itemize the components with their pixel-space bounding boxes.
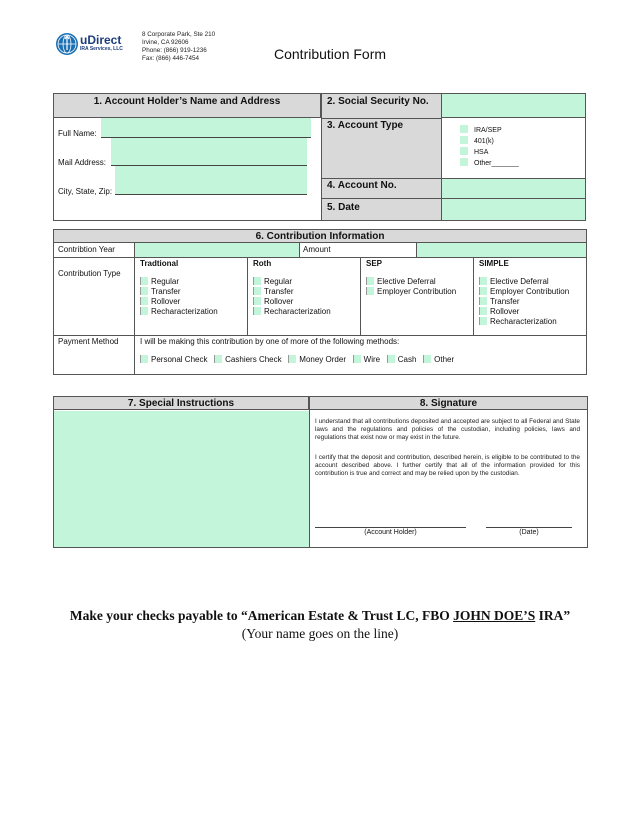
date-field[interactable] [442, 199, 585, 220]
simple-employer-contribution[interactable]: Employer Contribution [479, 287, 569, 297]
checkbox[interactable] [253, 277, 261, 285]
checkbox[interactable] [479, 317, 487, 325]
special-instructions-field[interactable] [54, 411, 309, 547]
amount-label: Amount [303, 245, 331, 254]
payment-money-order[interactable]: Money Order [288, 355, 346, 364]
traditional-regular[interactable]: Regular [140, 277, 218, 287]
section5-title: 5. Date [327, 202, 360, 213]
checkbox[interactable] [253, 287, 261, 295]
account-holder-label: (Account Holder) [364, 529, 417, 536]
checkbox[interactable] [479, 297, 487, 305]
account-type-ira-sep[interactable]: IRA/SEP [460, 125, 519, 136]
logo-brand: uDirect [80, 33, 122, 47]
checkbox[interactable] [423, 355, 431, 363]
mail-address-field[interactable] [111, 138, 307, 166]
traditional-transfer[interactable]: Transfer [140, 287, 218, 297]
divider-78 [309, 397, 310, 547]
account-type-401k[interactable]: 401(k) [460, 136, 519, 147]
checkbox[interactable] [479, 277, 487, 285]
roth-rollover[interactable]: Rollover [253, 297, 331, 307]
sep-elective-deferral[interactable]: Elective Deferral [366, 277, 456, 287]
roth-regular[interactable]: Regular [253, 277, 331, 287]
checkbox[interactable] [460, 147, 468, 155]
simple-elective-deferral[interactable]: Elective Deferral [479, 277, 569, 287]
fax-number: Fax: (866) 446-7454 [142, 55, 200, 62]
city-state-zip-field[interactable] [115, 166, 307, 195]
checkbox[interactable] [253, 307, 261, 315]
divider-amount [299, 243, 300, 257]
checkbox[interactable] [140, 287, 148, 295]
company-address [142, 31, 215, 63]
checkbox[interactable] [387, 355, 395, 363]
section3-title: 3. Account Type [327, 120, 404, 131]
account-type-options [460, 125, 519, 169]
payment-cash[interactable]: Cash [387, 355, 417, 364]
agreement-paragraph: I understand that all contributions deposited and accepted are subject to all Federal and State laws and the regulations and policies of the custodian, including policies, laws and regulations that exist now or may exist in the future. [315, 418, 580, 441]
payment-method-label: Payment Method [58, 337, 119, 346]
account-type-hsa[interactable]: HSA [460, 147, 519, 158]
sep-employer-contribution[interactable]: Employer Contribution [366, 287, 456, 297]
checkbox[interactable] [253, 297, 261, 305]
payment-options [140, 355, 454, 365]
checkbox[interactable] [460, 125, 468, 133]
date-signature-line[interactable] [486, 527, 572, 528]
section7-title: 7. Special Instructions [54, 397, 309, 410]
checkbox[interactable] [140, 355, 148, 363]
ssn-field[interactable] [441, 94, 585, 118]
divider-col2 [247, 258, 248, 335]
section2-title: 2. Social Security No. [327, 96, 429, 107]
sep-header: SEP [366, 259, 383, 268]
divider-type-row [54, 257, 586, 258]
section6-title: 6. Contribution Information [54, 230, 586, 243]
traditional-column [140, 259, 218, 317]
contribution-year-label: Contribtion Year [58, 245, 115, 254]
payment-wire[interactable]: Wire [353, 355, 380, 364]
simple-header: SIMPLE [479, 259, 509, 268]
simple-rollover[interactable]: Rollover [479, 307, 569, 317]
roth-transfer[interactable]: Transfer [253, 287, 331, 297]
divider-col4 [473, 258, 474, 335]
simple-recharacterization[interactable]: Recharacterization [479, 317, 569, 327]
traditional-recharacterization[interactable]: Recharacterization [140, 307, 218, 317]
company-logo [56, 33, 134, 59]
divider-label-col [134, 243, 135, 374]
simple-column [479, 259, 569, 327]
city-state-zip-label: City, State, Zip: [58, 187, 113, 196]
full-name-field[interactable] [101, 118, 311, 138]
divider-payment-row [54, 335, 586, 336]
checkbox[interactable] [140, 297, 148, 305]
payment-cashiers-check[interactable]: Cashiers Check [214, 355, 281, 364]
address-line2: Irvine, CA 92606 [142, 39, 189, 46]
checkbox[interactable] [353, 355, 361, 363]
form-title: Contribution Form [274, 46, 387, 62]
globe-icon [56, 33, 78, 55]
certification-paragraph: I certify that the deposit and contribution, described herein, is eligible to be contributed to the account described above. I further certify that all of the information provided for this contribution is true and correct and may be relied upon by the custodian. [315, 454, 580, 477]
payable-note: (Your name goes on the line) [241, 626, 399, 641]
roth-header: Roth [253, 259, 272, 268]
roth-recharacterization[interactable]: Recharacterization [253, 307, 331, 317]
divider-col3 [360, 258, 361, 335]
checkbox[interactable] [460, 136, 468, 144]
checkbox[interactable] [140, 277, 148, 285]
phone-number: Phone: (866) 919-1236 [142, 47, 207, 54]
roth-column [253, 259, 331, 317]
address-line1: 8 Corporate Park, Ste 210 [142, 31, 216, 38]
account-holder-signature-line[interactable] [315, 527, 466, 528]
traditional-rollover[interactable]: Rollover [140, 297, 218, 307]
traditional-header: Tradtional [140, 259, 179, 268]
checkbox[interactable] [479, 307, 487, 315]
checkbox[interactable] [479, 287, 487, 295]
checkbox[interactable] [460, 158, 468, 166]
checkbox[interactable] [366, 277, 374, 285]
contribution-year-field[interactable] [135, 243, 299, 257]
payee-name: JOHN DOE’S [453, 608, 536, 623]
date-label: (Date) [519, 529, 539, 536]
section8-title: 8. Signature [310, 397, 587, 410]
full-name-label: Full Name: [58, 129, 97, 138]
payment-instructions: I will be making this contribution by one of more of the following methods: [140, 337, 400, 346]
section1-title: 1. Account Holder’s Name and Address [54, 94, 321, 118]
checkbox[interactable] [140, 307, 148, 315]
contribution-type-label: Contribution Type [58, 269, 121, 278]
payment-personal-check[interactable]: Personal Check [140, 355, 207, 364]
checkbox[interactable] [366, 287, 374, 295]
sep-column [366, 259, 456, 297]
account-type-other[interactable]: Other_______ [460, 158, 519, 169]
payable-instruction: Make your checks payable to “American Estate & Trust LC, FBO JOHN DOE’S IRA” [69, 608, 571, 623]
simple-transfer[interactable]: Transfer [479, 297, 569, 307]
checkbox[interactable] [214, 355, 222, 363]
account-number-field[interactable] [442, 179, 585, 198]
mail-address-label: Mail Address: [58, 158, 107, 167]
amount-field[interactable] [417, 243, 586, 257]
section4-title: 4. Account No. [327, 180, 397, 191]
logo-subtitle: IRA Services, LLC [80, 46, 123, 52]
payment-other[interactable]: Other [423, 355, 454, 364]
checkbox[interactable] [288, 355, 296, 363]
